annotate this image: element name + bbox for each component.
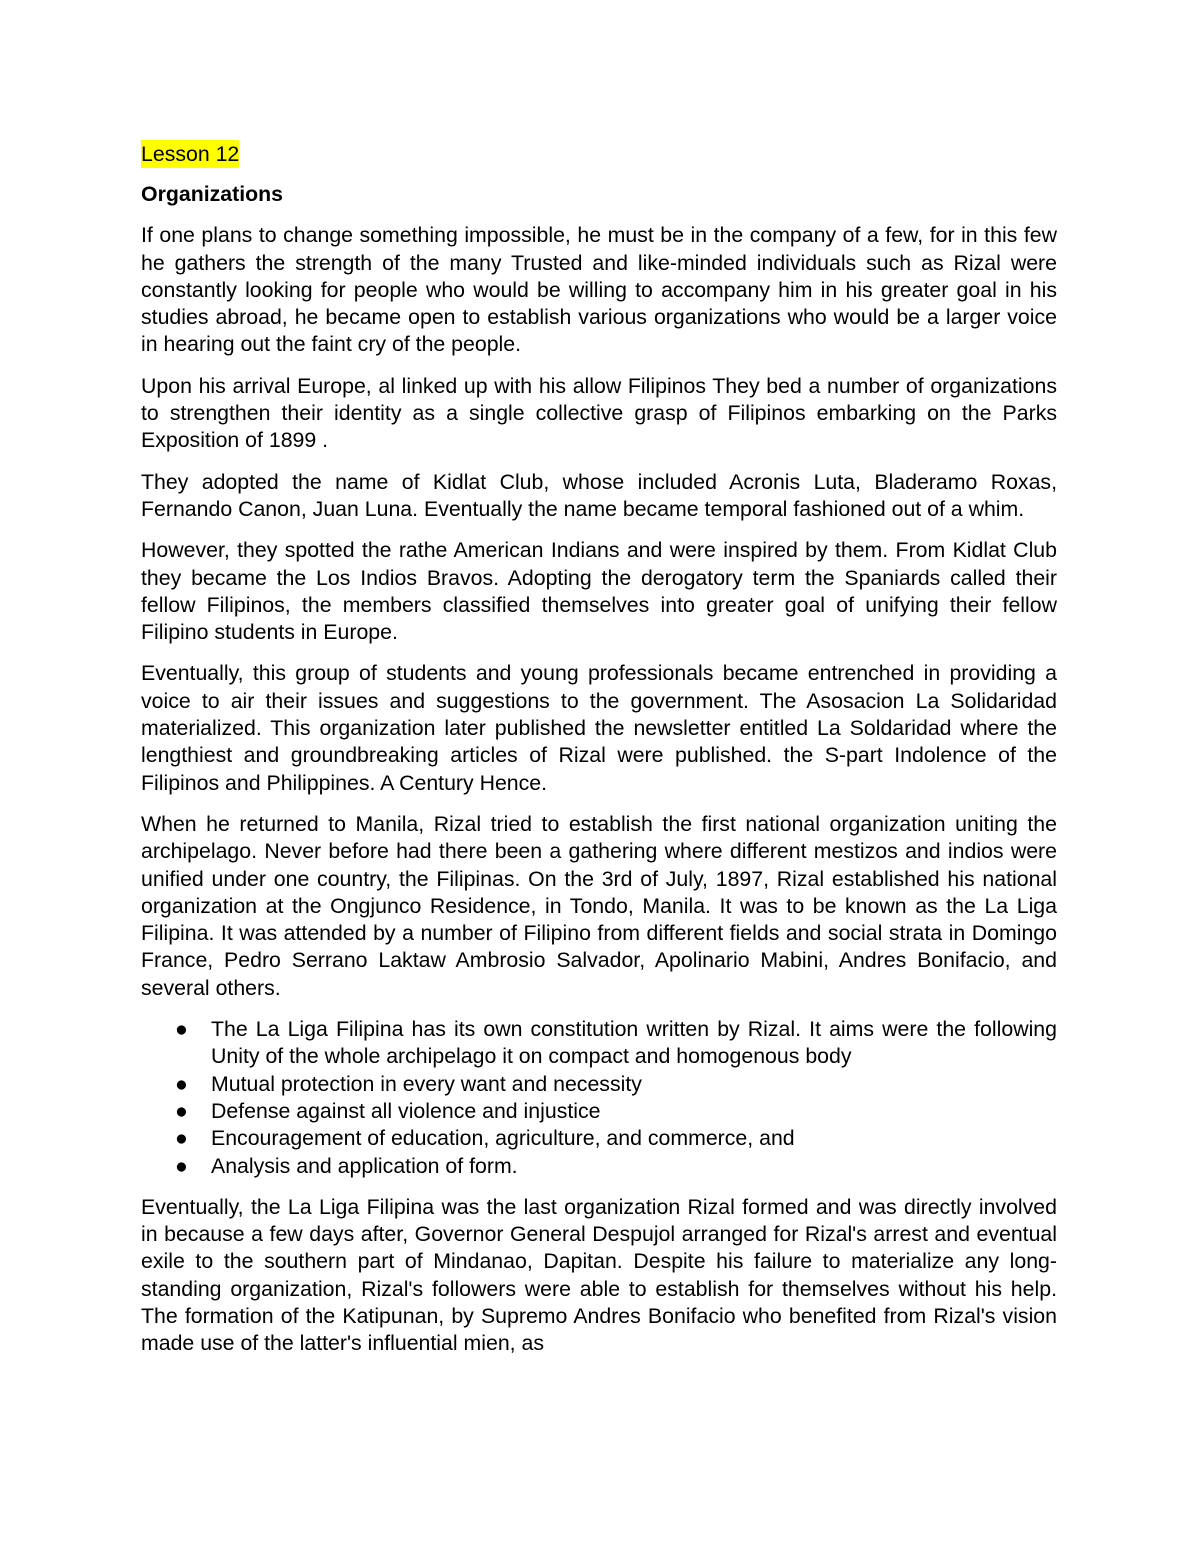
section-heading: Organizations (141, 182, 283, 206)
paragraph-indios-bravos: However, they spotted the rathe American Indians and were inspired by them. From Kidlat Club they became the Los Indios Bravos. Adopting the derogatory term the Spaniards called their fellow Filipinos, the members classified themselves into greater goal of unifying their fellow Filipino students in Europe. (141, 538, 1057, 645)
paragraph-kidlat-club: They adopted the name of Kidlat Club, whose included Acronis Luta, Bladeramo Roxas, Fernando Canon, Juan Luna. Eventually the name became temporal fashioned out of a whim. (141, 469, 1057, 521)
list-item (175, 1153, 1057, 1180)
list-item-text: Analysis and application of form. (211, 1153, 518, 1178)
list-item (175, 1071, 1057, 1098)
paragraph-conclusion: Eventually, the La Liga Filipina was the last organization Rizal formed and was directly involved in because a few days after, Governor General Despujol arranged for Rizal's arrest and eventual exile to the southern part of Mindanao, Dapitan. Despite his failure to materialize any long-standing organization, Rizal's followers were able to establish for themselves without his help. The formation of the Katipunan, by Supremo Andres Bonifacio who benefited from Rizal's vision made use of the latter's influential mien, as (141, 1194, 1057, 1356)
paragraph-la-solidaridad: Eventually, this group of students and young professionals became entrenched in providing a voice to air their issues and suggestions to the government. The Asosacion La Solidaridad materialized. This organization later published the newsletter entitled La Soldaridad where the lengthiest and groundbreaking articles of Rizal were published. the S-part Indolence of the Filipinos and Philippines. A Century Hence. (141, 661, 1057, 795)
list-item-text: The La Liga Filipina has its own constitution written by Rizal. It aims were the following Unity of the whole archipelago it on compact and homogenous body (211, 1017, 1057, 1069)
paragraph-europe-arrival: Upon his arrival Europe, al linked up with his allow Filipinos They bed a number of organizations to strengthen their identity as a single collective grasp of Filipinos embarking on the Parks Exposition of 1899 . (141, 373, 1057, 453)
bullet-icon: ● (175, 1017, 188, 1042)
list-item (175, 1098, 1057, 1125)
list-item (175, 1125, 1057, 1152)
aims-list (141, 1016, 1057, 1180)
bullet-icon: ● (175, 1126, 188, 1151)
bullet-icon: ● (175, 1098, 188, 1123)
bullet-icon: ● (175, 1153, 188, 1178)
list-item (175, 1016, 1057, 1071)
list-item-text: Encouragement of education, agriculture, and commerce, and (211, 1126, 795, 1151)
bullet-icon: ● (175, 1071, 188, 1096)
paragraph-la-liga-filipina: When he returned to Manila, Rizal tried to establish the first national organization uniting the archipelago. Never before had there been a gathering where different mestizos and indios were unified under one country, the Filipinas. On the 3rd of July, 1897, Rizal established his national organization at the Ongjunco Residence, in Tondo, Manila. It was to be known as the La Liga Filipina. It was attended by a number of Filipino from different fields and social strata in Domingo France, Pedro Serrano Laktaw Ambrosio Salvador, Apolinario Mabini, Andres Bonifacio, and several others. (141, 811, 1057, 1000)
list-item-text: Defense against all violence and injustice (211, 1098, 601, 1123)
lesson-label-row (141, 140, 1057, 181)
paragraph-intro: If one plans to change something impossible, he must be in the company of a few, for in this few he gathers the strength of the many Trusted and like-minded individuals such as Rizal were constantly looking for people who would be willing to accompany him in his greater goal in his studies abroad, he became open to establish various organizations who would be a larger voice in hearing out the faint cry of the people. (141, 223, 1057, 357)
document-page (141, 140, 1057, 1372)
list-item-text: Mutual protection in every want and necessity (211, 1071, 642, 1096)
lesson-label: Lesson 12 (141, 142, 240, 166)
